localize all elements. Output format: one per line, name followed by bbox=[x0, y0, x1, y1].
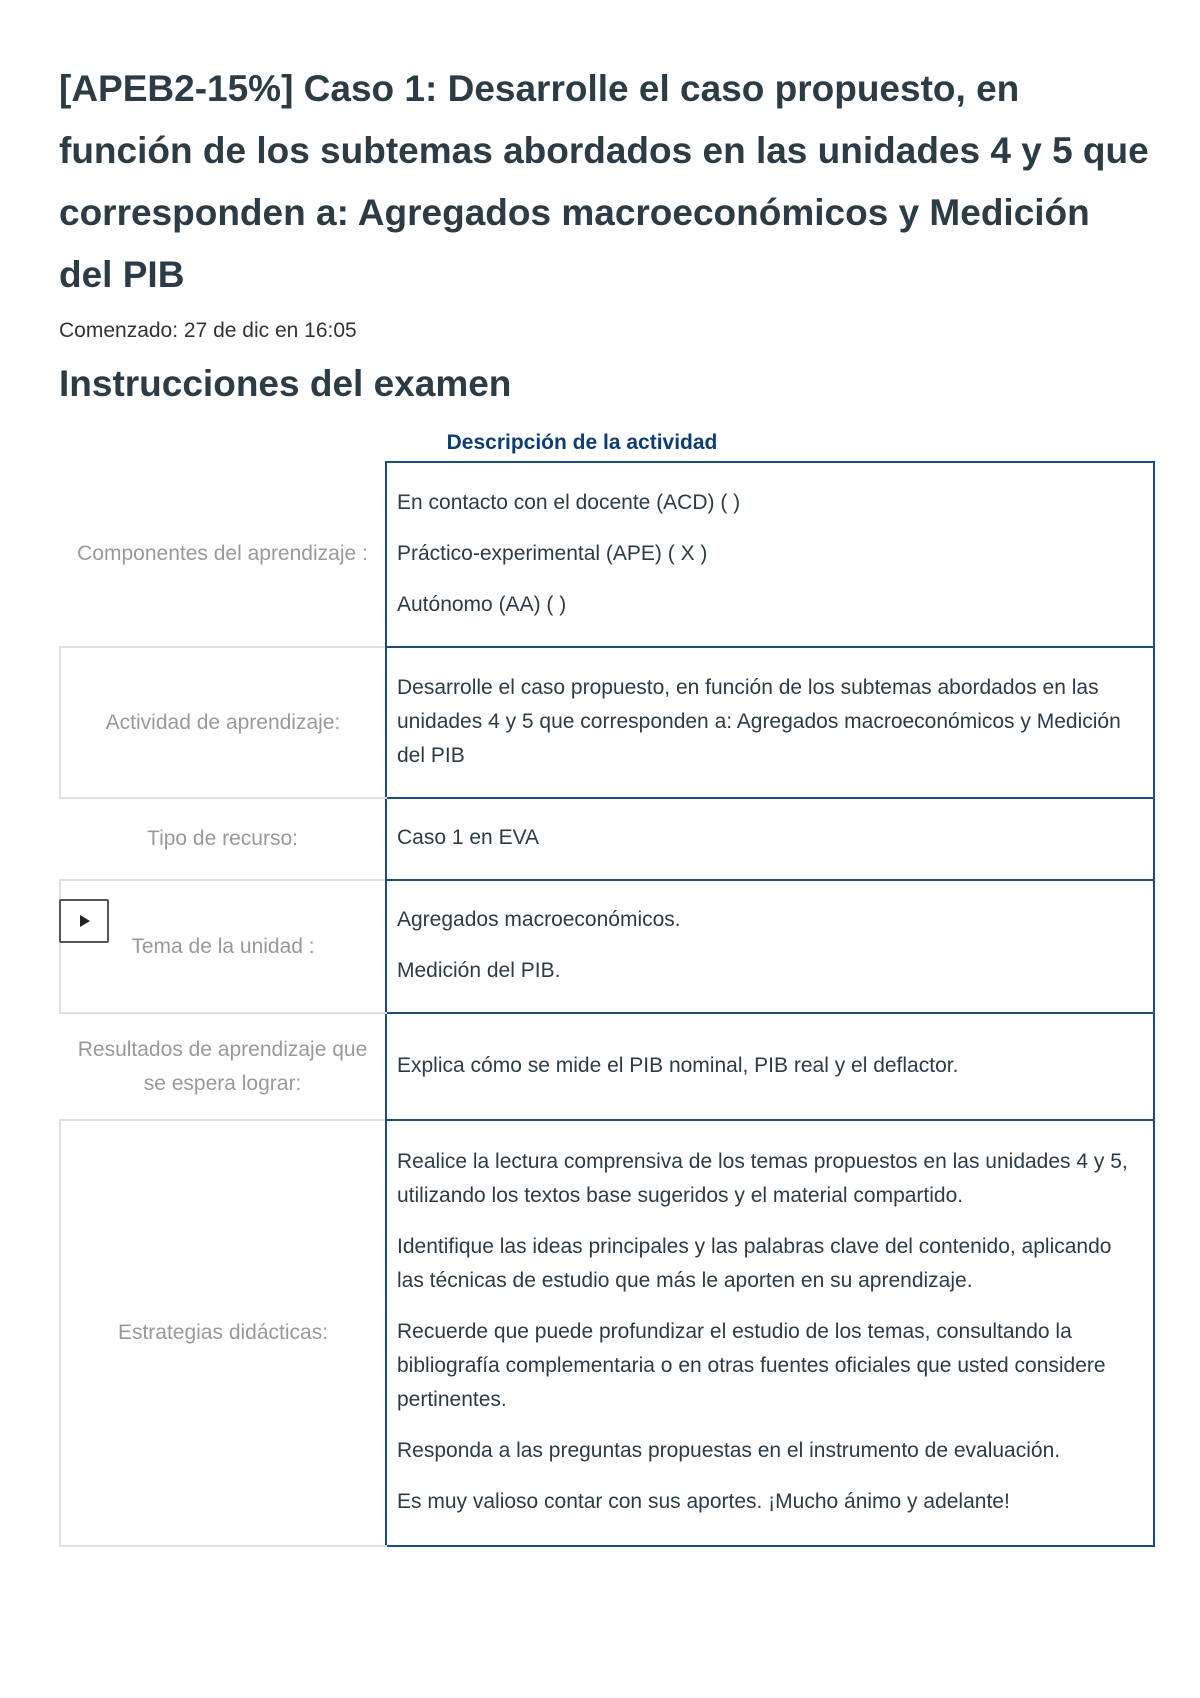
table-row-strategies bbox=[60, 1120, 1154, 1546]
results-text: Explica cómo se mide el PIB nominal, PIB real y el deflactor. bbox=[397, 1053, 959, 1077]
instructions-heading: Instrucciones del examen bbox=[59, 363, 512, 404]
row-value bbox=[386, 1013, 1154, 1120]
resource-text: Caso 1 en EVA bbox=[397, 826, 540, 849]
media-play-button[interactable] bbox=[59, 899, 109, 943]
quiz-title: [APEB2-15%] Caso 1: Desarrolle el caso propuesto, en función de los subtemas abordados en las unidades 4 y 5 que corresponden a: Agregados macroeconómicos y Medición del PIB bbox=[59, 68, 1149, 295]
play-icon bbox=[80, 915, 90, 927]
strategy-item: Identifique las ideas principales y las palabras clave del contenido, aplicando las técnicas de estudio que más le aporten en su aprendizaje. bbox=[397, 1235, 1112, 1292]
component-acd: En contacto con el docente (ACD) ( ) bbox=[397, 490, 741, 514]
row-label: Tipo de recurso: bbox=[147, 827, 298, 850]
row-value bbox=[386, 462, 1154, 647]
component-aa: Autónomo (AA) ( ) bbox=[397, 592, 567, 616]
table-row-components bbox=[60, 462, 1154, 647]
table-row-topic bbox=[60, 880, 1154, 1013]
quiz-page bbox=[59, 58, 1153, 1513]
strategy-item: Es muy valioso contar con sus aportes. ¡Mucho ánimo y adelante! bbox=[397, 1490, 1010, 1513]
topic-item: Medición del PIB. bbox=[397, 959, 561, 982]
row-label: Estrategias didácticas: bbox=[60, 1120, 386, 1546]
strategy-item: Realice la lectura comprensiva de los temas propuestos en las unidades 4 y 5, utilizando los textos base sugeridos y el material compartido. bbox=[397, 1150, 1128, 1207]
strategy-item: Responda a las preguntas propuestas en el instrumento de evaluación. bbox=[397, 1439, 1061, 1462]
table-row-activity bbox=[60, 647, 1154, 798]
activity-text: Desarrolle el caso propuesto, en función de los subtemas abordados en las unidades 4 y 5 que corresponden a: Agregados macroeconómicos y Medición del PIB bbox=[397, 675, 1121, 767]
topic-label: Tema de la unidad : bbox=[131, 934, 315, 958]
row-value bbox=[386, 880, 1154, 1013]
row-label bbox=[60, 880, 386, 1013]
row-value bbox=[386, 1120, 1154, 1546]
row-value bbox=[386, 647, 1154, 798]
table-row-results bbox=[60, 1013, 1154, 1120]
component-ape: Práctico-experimental (APE) ( X ) bbox=[397, 541, 708, 565]
row-label: Resultados de aprendizaje que se espera lograr: bbox=[77, 1037, 368, 1095]
activity-table bbox=[59, 461, 1155, 1547]
row-label: Componentes del aprendizaje : bbox=[77, 542, 368, 565]
row-value bbox=[386, 798, 1154, 880]
topic-item: Agregados macroeconómicos. bbox=[397, 908, 681, 931]
table-caption: Descripción de la actividad bbox=[446, 431, 718, 454]
strategy-item: Recuerde que puede profundizar el estudio de los temas, consultando la bibliografía complementaria o en otras fuentes oficiales que usted considere pertinentes. bbox=[397, 1320, 1106, 1411]
table-row-resource bbox=[60, 798, 1154, 880]
row-label: Actividad de aprendizaje: bbox=[60, 647, 386, 798]
started-timestamp: Comenzado: 27 de dic en 16:05 bbox=[59, 319, 357, 342]
